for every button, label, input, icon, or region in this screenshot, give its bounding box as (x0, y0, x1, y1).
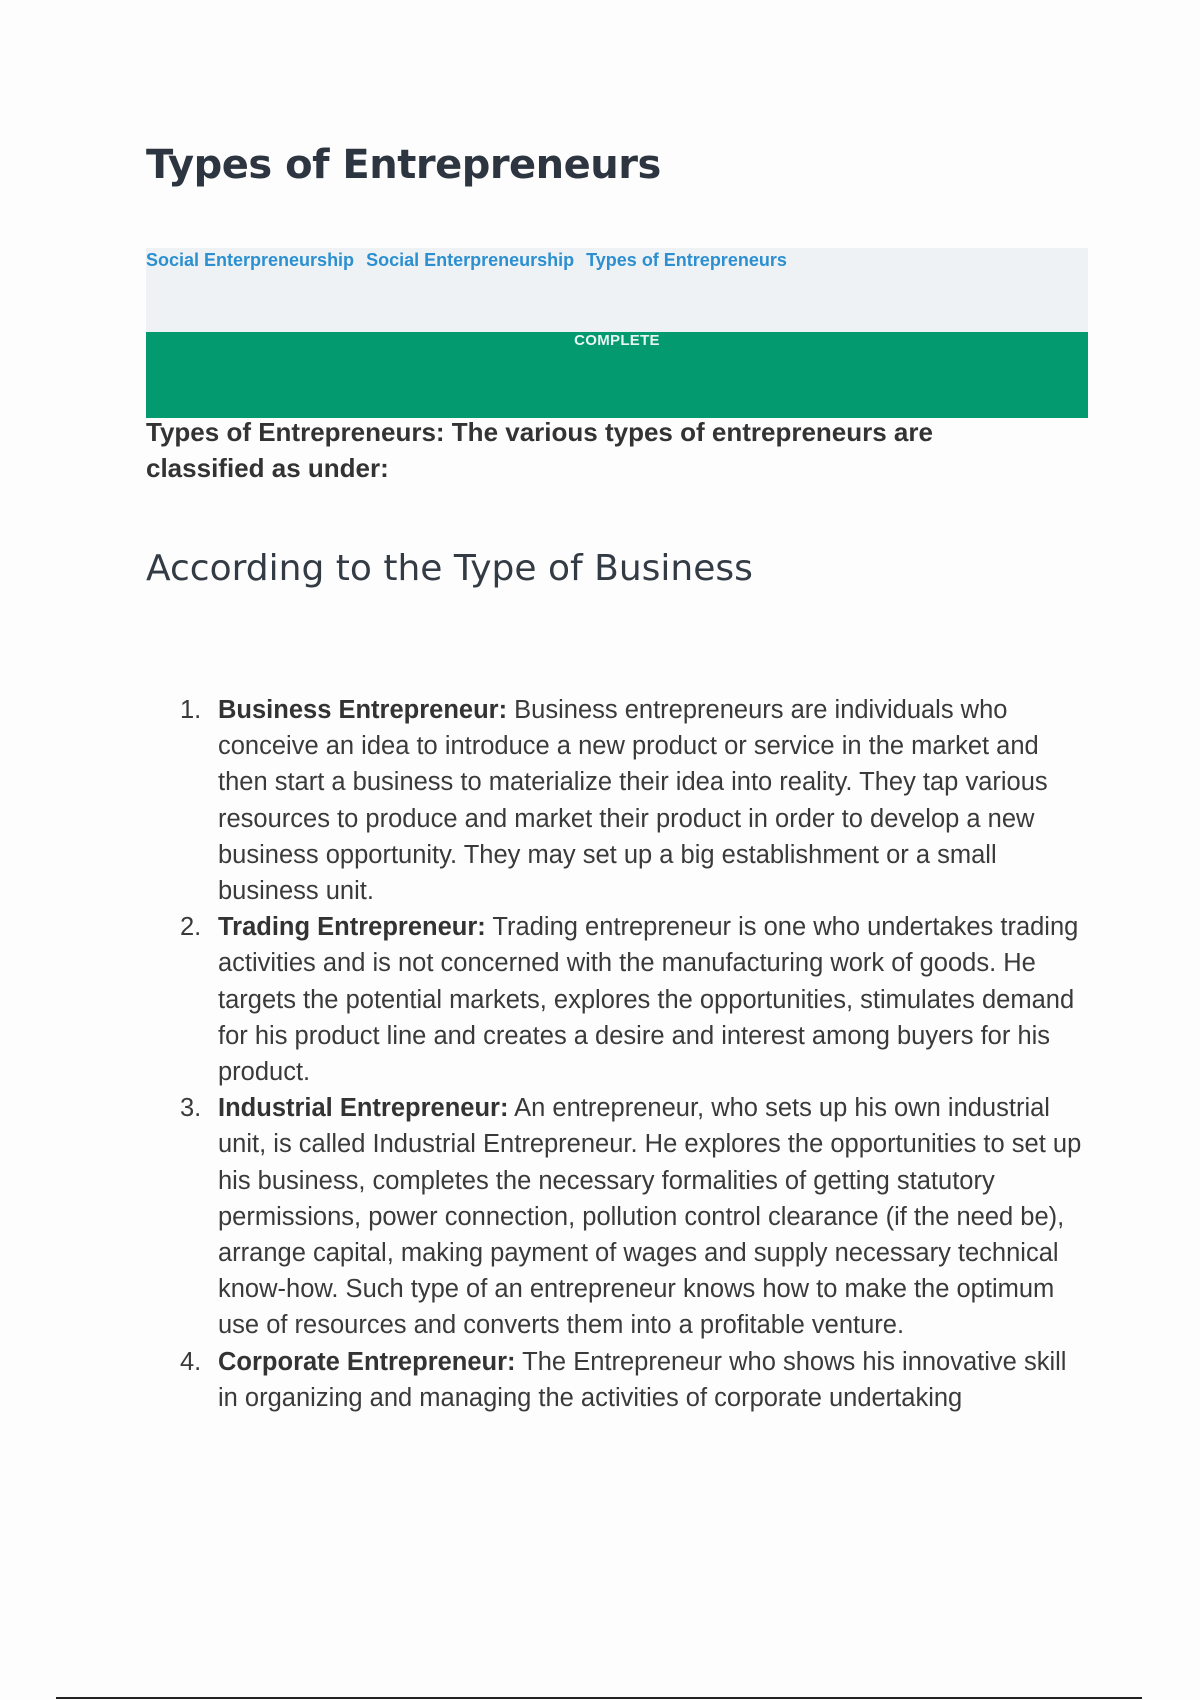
breadcrumb-item-module[interactable]: Social Enterpreneurship (366, 250, 575, 270)
list-number: 4. (180, 1347, 202, 1376)
list-text: The Entrepreneur who shows his innovative skill in organizing and managing the activities of corporate undertaking (218, 1347, 1067, 1412)
status-bar (146, 332, 1088, 418)
breadcrumb-bar (146, 248, 1088, 332)
breadcrumb-item-course[interactable]: Social Enterpreneurship (146, 250, 355, 270)
breadcrumb-item-topic[interactable]: Types of Entrepreneurs (586, 250, 787, 270)
list-text: An entrepreneur, who sets up his own industrial unit, is called Industrial Entrepreneur. He explores the opportunities to set up his business, completes the necessary formalities of getting statutory permissions, power connection, pollution control clearance (if the need be), arrange capital, making payment of wages and supply necessary technical know-how. Such type of an entrepreneur knows how to make the optimum use of resources and converts them into a profitable venture. (218, 1094, 1082, 1340)
list-number: 1. (180, 696, 202, 724)
list-item (146, 909, 1088, 1090)
list-term: Business Entrepreneur: (218, 696, 508, 724)
list-item (146, 1344, 1088, 1416)
list-item (146, 692, 1088, 909)
list-text: Trading entrepreneur is one who undertakes trading activities and is not concerned with the manufacturing work of goods. He targets the potential markets, explores the opportunities, stimulates demand for his product line and creates a desire and interest among buyers for his product. (218, 913, 1079, 1087)
status-badge: COMPLETE (574, 332, 660, 349)
intro-text: Types of Entrepreneurs: The various types of entrepreneurs are classified as under: (146, 417, 933, 483)
list-text: Business entrepreneurs are individuals who conceive an idea to introduce a new product or service in the market and then start a business to materialize their idea into reality. They tap various resources to produce and market their product in order to develop a new business opportunity. They may set up a big establishment or a small business unit. (218, 696, 1048, 906)
entrepreneur-list (146, 692, 1088, 1416)
list-number: 2. (180, 913, 202, 942)
list-term: Corporate Entrepreneur: (218, 1347, 516, 1376)
page-divider (56, 1697, 1142, 1699)
breadcrumb (146, 250, 787, 271)
list-term: Industrial Entrepreneur: (218, 1094, 509, 1123)
section-heading: According to the Type of Business (146, 548, 753, 589)
list-item (146, 1090, 1088, 1343)
list-term: Trading Entrepreneur: (218, 913, 486, 942)
page-title: Types of Entrepreneurs (146, 142, 661, 188)
list-number: 3. (180, 1094, 202, 1123)
